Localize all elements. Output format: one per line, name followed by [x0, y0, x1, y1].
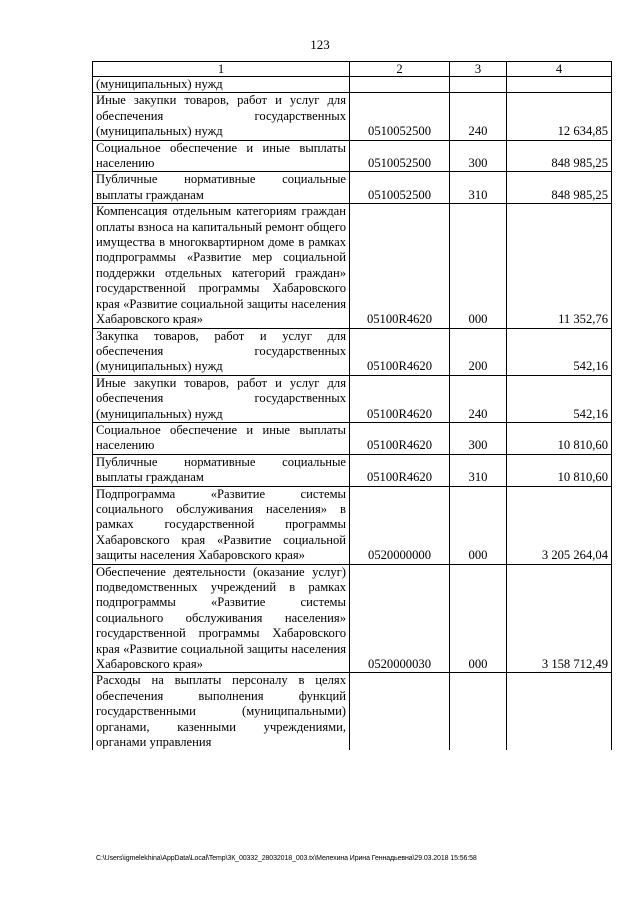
row-amount: 10 810,60	[507, 422, 612, 454]
row-code: 05100R4620	[350, 422, 450, 454]
row-amount: 10 810,60	[507, 454, 612, 486]
column-header: 1	[93, 62, 350, 77]
table-row	[93, 422, 612, 454]
row-code: 0510052500	[350, 140, 450, 172]
table-row	[93, 93, 612, 140]
row-code: 05100R4620	[350, 328, 450, 375]
row-type	[450, 673, 507, 751]
row-type: 310	[450, 454, 507, 486]
row-description: Иные закупки товаров, работ и услуг для обеспечения государственных (муниципальных) нужд	[93, 93, 350, 140]
table-header-row	[93, 62, 612, 77]
table-row	[93, 204, 612, 328]
row-description: Публичные нормативные социальные выплаты гражданам	[93, 454, 350, 486]
row-amount: 542,16	[507, 375, 612, 422]
row-type: 000	[450, 486, 507, 564]
row-description: Расходы на выплаты персоналу в целях обеспечения выполнения функций государственными (муниципальными) органами, казенными учреждениями, органами управления	[93, 673, 350, 751]
row-description: Подпрограмма «Развитие системы социального обслуживания населения» в рамках государственной программы Хабаровского края «Развитие социальной защиты населения Хабаровского края»	[93, 486, 350, 564]
table-row	[93, 673, 612, 751]
row-code: 05100R4620	[350, 454, 450, 486]
row-amount: 3 205 264,04	[507, 486, 612, 564]
row-code: 0520000030	[350, 564, 450, 673]
row-code: 05100R4620	[350, 204, 450, 328]
footer-file-path: C:\Users\igmelekhina\AppData\Local\Temp\3К_00332_28032018_003.tx\Мелехина Ирина Геннадьевна\29.03.2018 15:56:58	[96, 855, 477, 862]
row-type: 000	[450, 204, 507, 328]
row-description: Иные закупки товаров, работ и услуг для обеспечения государственных (муниципальных) нужд	[93, 375, 350, 422]
row-type: 000	[450, 564, 507, 673]
row-code: 05100R4620	[350, 375, 450, 422]
row-code	[350, 77, 450, 93]
row-description: Закупка товаров, работ и услуг для обеспечения государственных (муниципальных) нужд	[93, 328, 350, 375]
column-header: 2	[350, 62, 450, 77]
row-code: 0510052500	[350, 93, 450, 140]
row-amount: 542,16	[507, 328, 612, 375]
column-header: 4	[507, 62, 612, 77]
column-header: 3	[450, 62, 507, 77]
table-row	[93, 454, 612, 486]
row-description: Обеспечение деятельности (оказание услуг) подведомственных учреждений в рамках подпрограммы «Развитие системы социального обслуживания населения» государственной программы Хабаровского края «Развитие социальной защиты населения Хабаровского края»	[93, 564, 350, 673]
row-type: 300	[450, 422, 507, 454]
row-description: (муниципальных) нужд	[93, 77, 350, 93]
table-row	[93, 375, 612, 422]
table-row	[93, 328, 612, 375]
row-code	[350, 673, 450, 751]
table-row	[93, 564, 612, 673]
row-type: 310	[450, 172, 507, 204]
row-amount: 3 158 712,49	[507, 564, 612, 673]
row-description: Публичные нормативные социальные выплаты гражданам	[93, 172, 350, 204]
budget-table	[92, 61, 612, 750]
table-row	[93, 172, 612, 204]
row-type: 240	[450, 93, 507, 140]
page-number: 123	[310, 37, 330, 52]
row-amount: 12 634,85	[507, 93, 612, 140]
row-amount: 11 352,76	[507, 204, 612, 328]
row-amount: 848 985,25	[507, 140, 612, 172]
table-row	[93, 140, 612, 172]
row-type: 300	[450, 140, 507, 172]
row-amount	[507, 673, 612, 751]
row-description: Социальное обеспечение и иные выплаты населению	[93, 422, 350, 454]
row-type: 200	[450, 328, 507, 375]
row-type	[450, 77, 507, 93]
table-row	[93, 77, 612, 93]
table-row	[93, 486, 612, 564]
row-amount: 848 985,25	[507, 172, 612, 204]
row-description: Компенсация отдельным категориям граждан оплаты взноса на капитальный ремонт общего имущества в многоквартирном доме в рамках подпрограммы «Развитие мер социальной поддержки отдельных категорий граждан» государственной программы Хабаровского края «Развитие социальной защиты населения Хабаровского края»	[93, 204, 350, 328]
row-code: 0520000000	[350, 486, 450, 564]
row-description: Социальное обеспечение и иные выплаты населению	[93, 140, 350, 172]
row-type: 240	[450, 375, 507, 422]
row-amount	[507, 77, 612, 93]
row-code: 0510052500	[350, 172, 450, 204]
